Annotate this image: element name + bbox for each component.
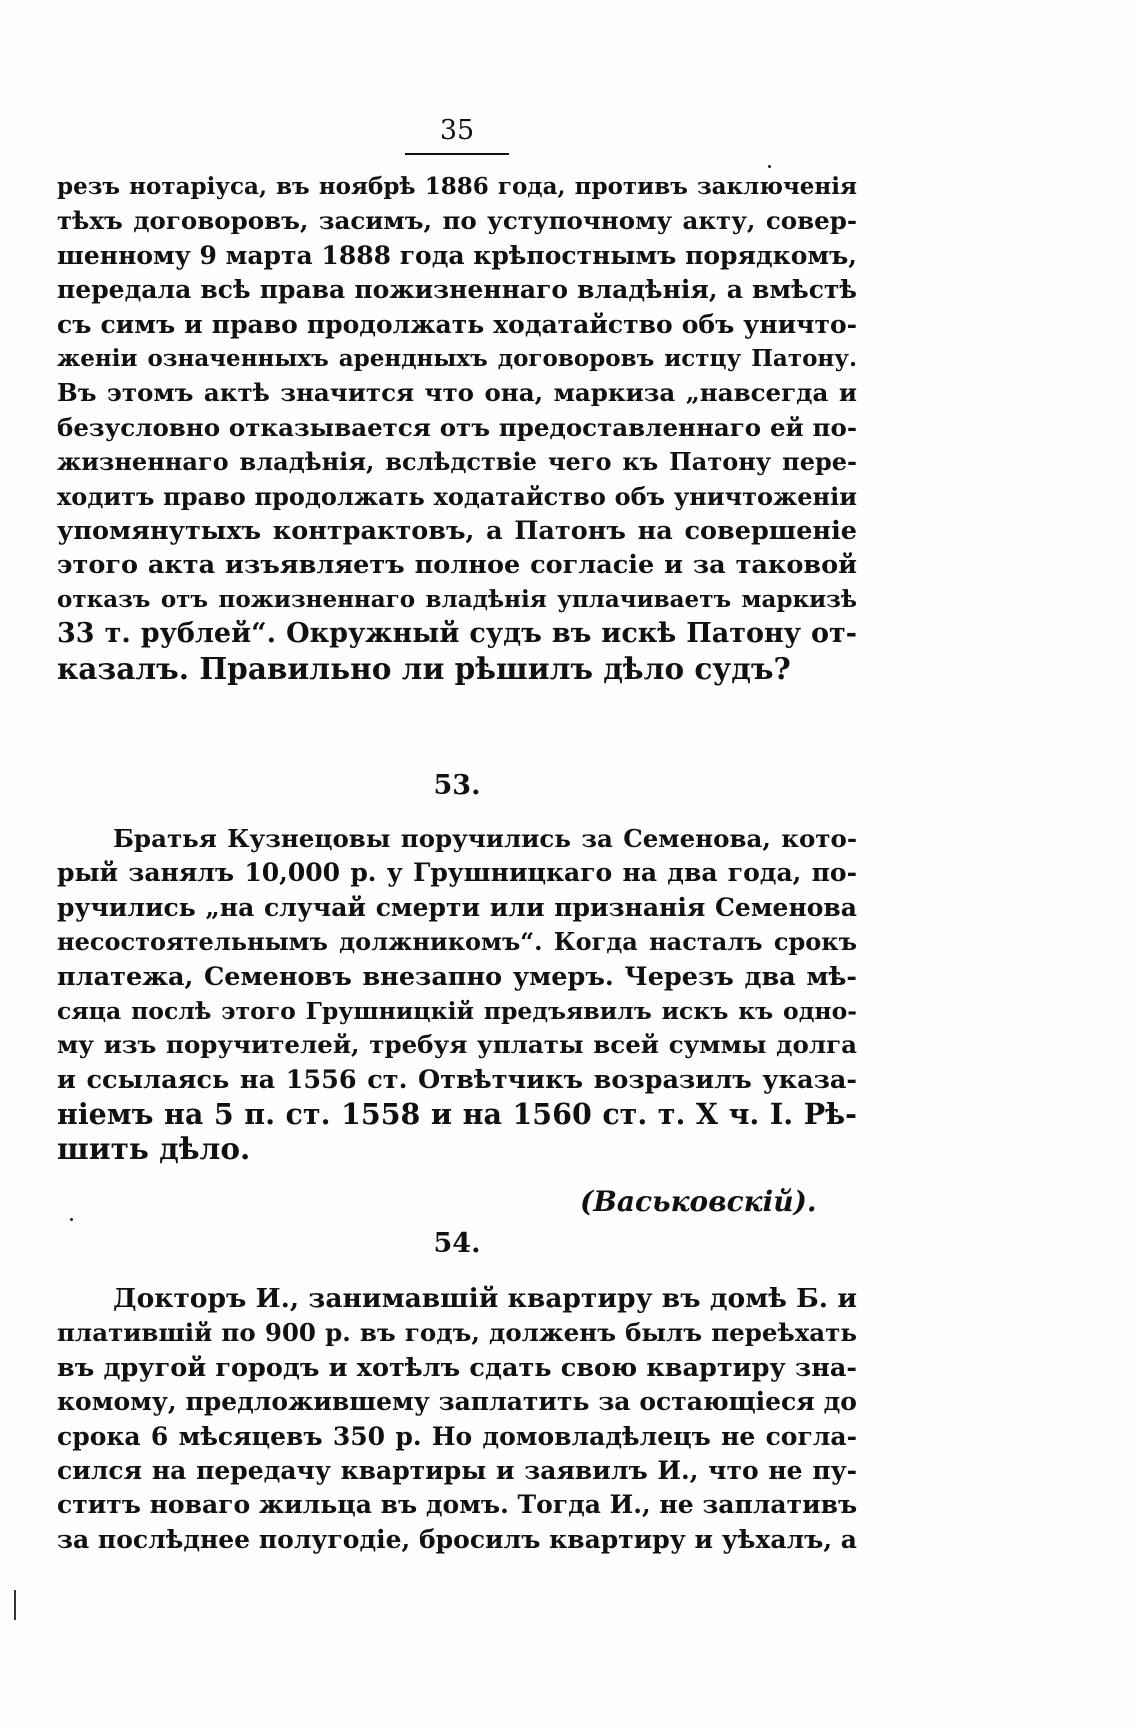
text-line: ручились „на случай смерти или признанія Семенова	[57, 892, 857, 922]
text-line: сяца послѣ этого Грушницкій предъявилъ искъ къ одно-	[57, 997, 857, 1026]
text-line: 33 т. рублей“. Окружный судъ въ искѣ Патону от-	[57, 618, 857, 650]
text-line: рый занялъ 10,000 р. у Грушницкаго на два года, по-	[57, 858, 857, 888]
text-line: платившій по 900 р. въ годъ, долженъ былъ переѣхать	[57, 1318, 857, 1348]
block1-text	[57, 170, 857, 686]
text-line: сился на передачу квартиры и заявилъ И., что не пу-	[57, 1456, 857, 1486]
text-line: женіи означенныхъ арендныхъ договоровъ истцу Патону.	[57, 345, 857, 373]
text-line: ніемъ на 5 п. ст. 1558 и на 1560 ст. т. X ч. I. Рѣ-	[57, 1097, 857, 1132]
attribution: (Васьковскій).	[580, 1185, 817, 1218]
text-line: Въ этомъ актѣ значится что она, маркиза „навсегда и	[57, 378, 857, 408]
text-line: му изъ поручителей, требуя уплаты всей суммы долга	[57, 1030, 857, 1060]
text-line: передала всѣ права пожизненнаго владѣнія, а вмѣстѣ	[57, 275, 857, 305]
section53-text	[57, 822, 857, 1166]
text-line: шить дѣло.	[57, 1130, 251, 1166]
text-line: Братья Кузнецовы поручились за Семенова, кото-	[113, 824, 857, 853]
text-line: отказъ отъ пожизненнаго владѣнія уплачиваетъ маркизѣ	[57, 585, 857, 613]
text-line: казалъ. Правильно ли рѣшилъ дѣло судъ?	[57, 650, 791, 686]
text-line: Докторъ И., занимавшій квартиру въ домѣ Б. и	[113, 1283, 857, 1314]
text-line: платежа, Семеновъ внезапно умеръ. Черезъ два мѣ-	[57, 961, 857, 992]
text-line: за послѣднее полугодіе, бросилъ квартиру и уѣхалъ, а	[57, 1524, 857, 1554]
text-line: въ другой городъ и хотѣлъ сдать свою квартиру зна-	[57, 1352, 857, 1383]
text-line: и ссылаясь на 1556 ст. Отвѣтчикъ возразилъ указа-	[57, 1064, 857, 1095]
text-line: упомянутыхъ контрактовъ, а Патонъ на совершеніе	[57, 516, 857, 547]
text-line: ходитъ право продолжать ходатайство объ уничтоженіи	[57, 481, 857, 511]
text-line: жизненнаго владѣнія, вслѣдствіе чего къ Патону пере-	[57, 447, 857, 477]
section-number-54: 54.	[433, 1228, 481, 1259]
text-line: тѣхъ договоровъ, засимъ, по уступочному акту, совер-	[57, 206, 857, 236]
text-line: комому, предложившему заплатить за остающіеся до	[57, 1387, 857, 1417]
page-number: 35	[405, 115, 509, 155]
print-speck	[70, 1218, 73, 1221]
text-line: срока 6 мѣсяцевъ 350 р. Но домовладѣлецъ не согла-	[57, 1421, 857, 1451]
text-line: безусловно отказывается отъ предоставленнаго ей по-	[57, 412, 857, 442]
text-line: резъ нотаріуса, въ ноябрѣ 1886 года, противъ заключенія	[57, 173, 857, 200]
section-number-53: 53.	[433, 770, 481, 801]
section54-text	[57, 1282, 857, 1557]
text-line: шенному 9 марта 1888 года крѣпостнымъ порядкомъ,	[57, 240, 857, 270]
text-line: ститъ новаго жильца въ домъ. Тогда И., не заплативъ	[57, 1490, 858, 1520]
print-speck	[768, 165, 771, 168]
text-line: съ симъ и право продолжать ходатайство объ уничто-	[57, 309, 857, 339]
text-line: этого акта изъявляетъ полное согласіе и за таковой	[57, 550, 857, 581]
text-line: несостоятельнымъ должникомъ“. Когда насталъ срокъ	[57, 927, 857, 957]
scan-edge-mark	[14, 1590, 16, 1620]
